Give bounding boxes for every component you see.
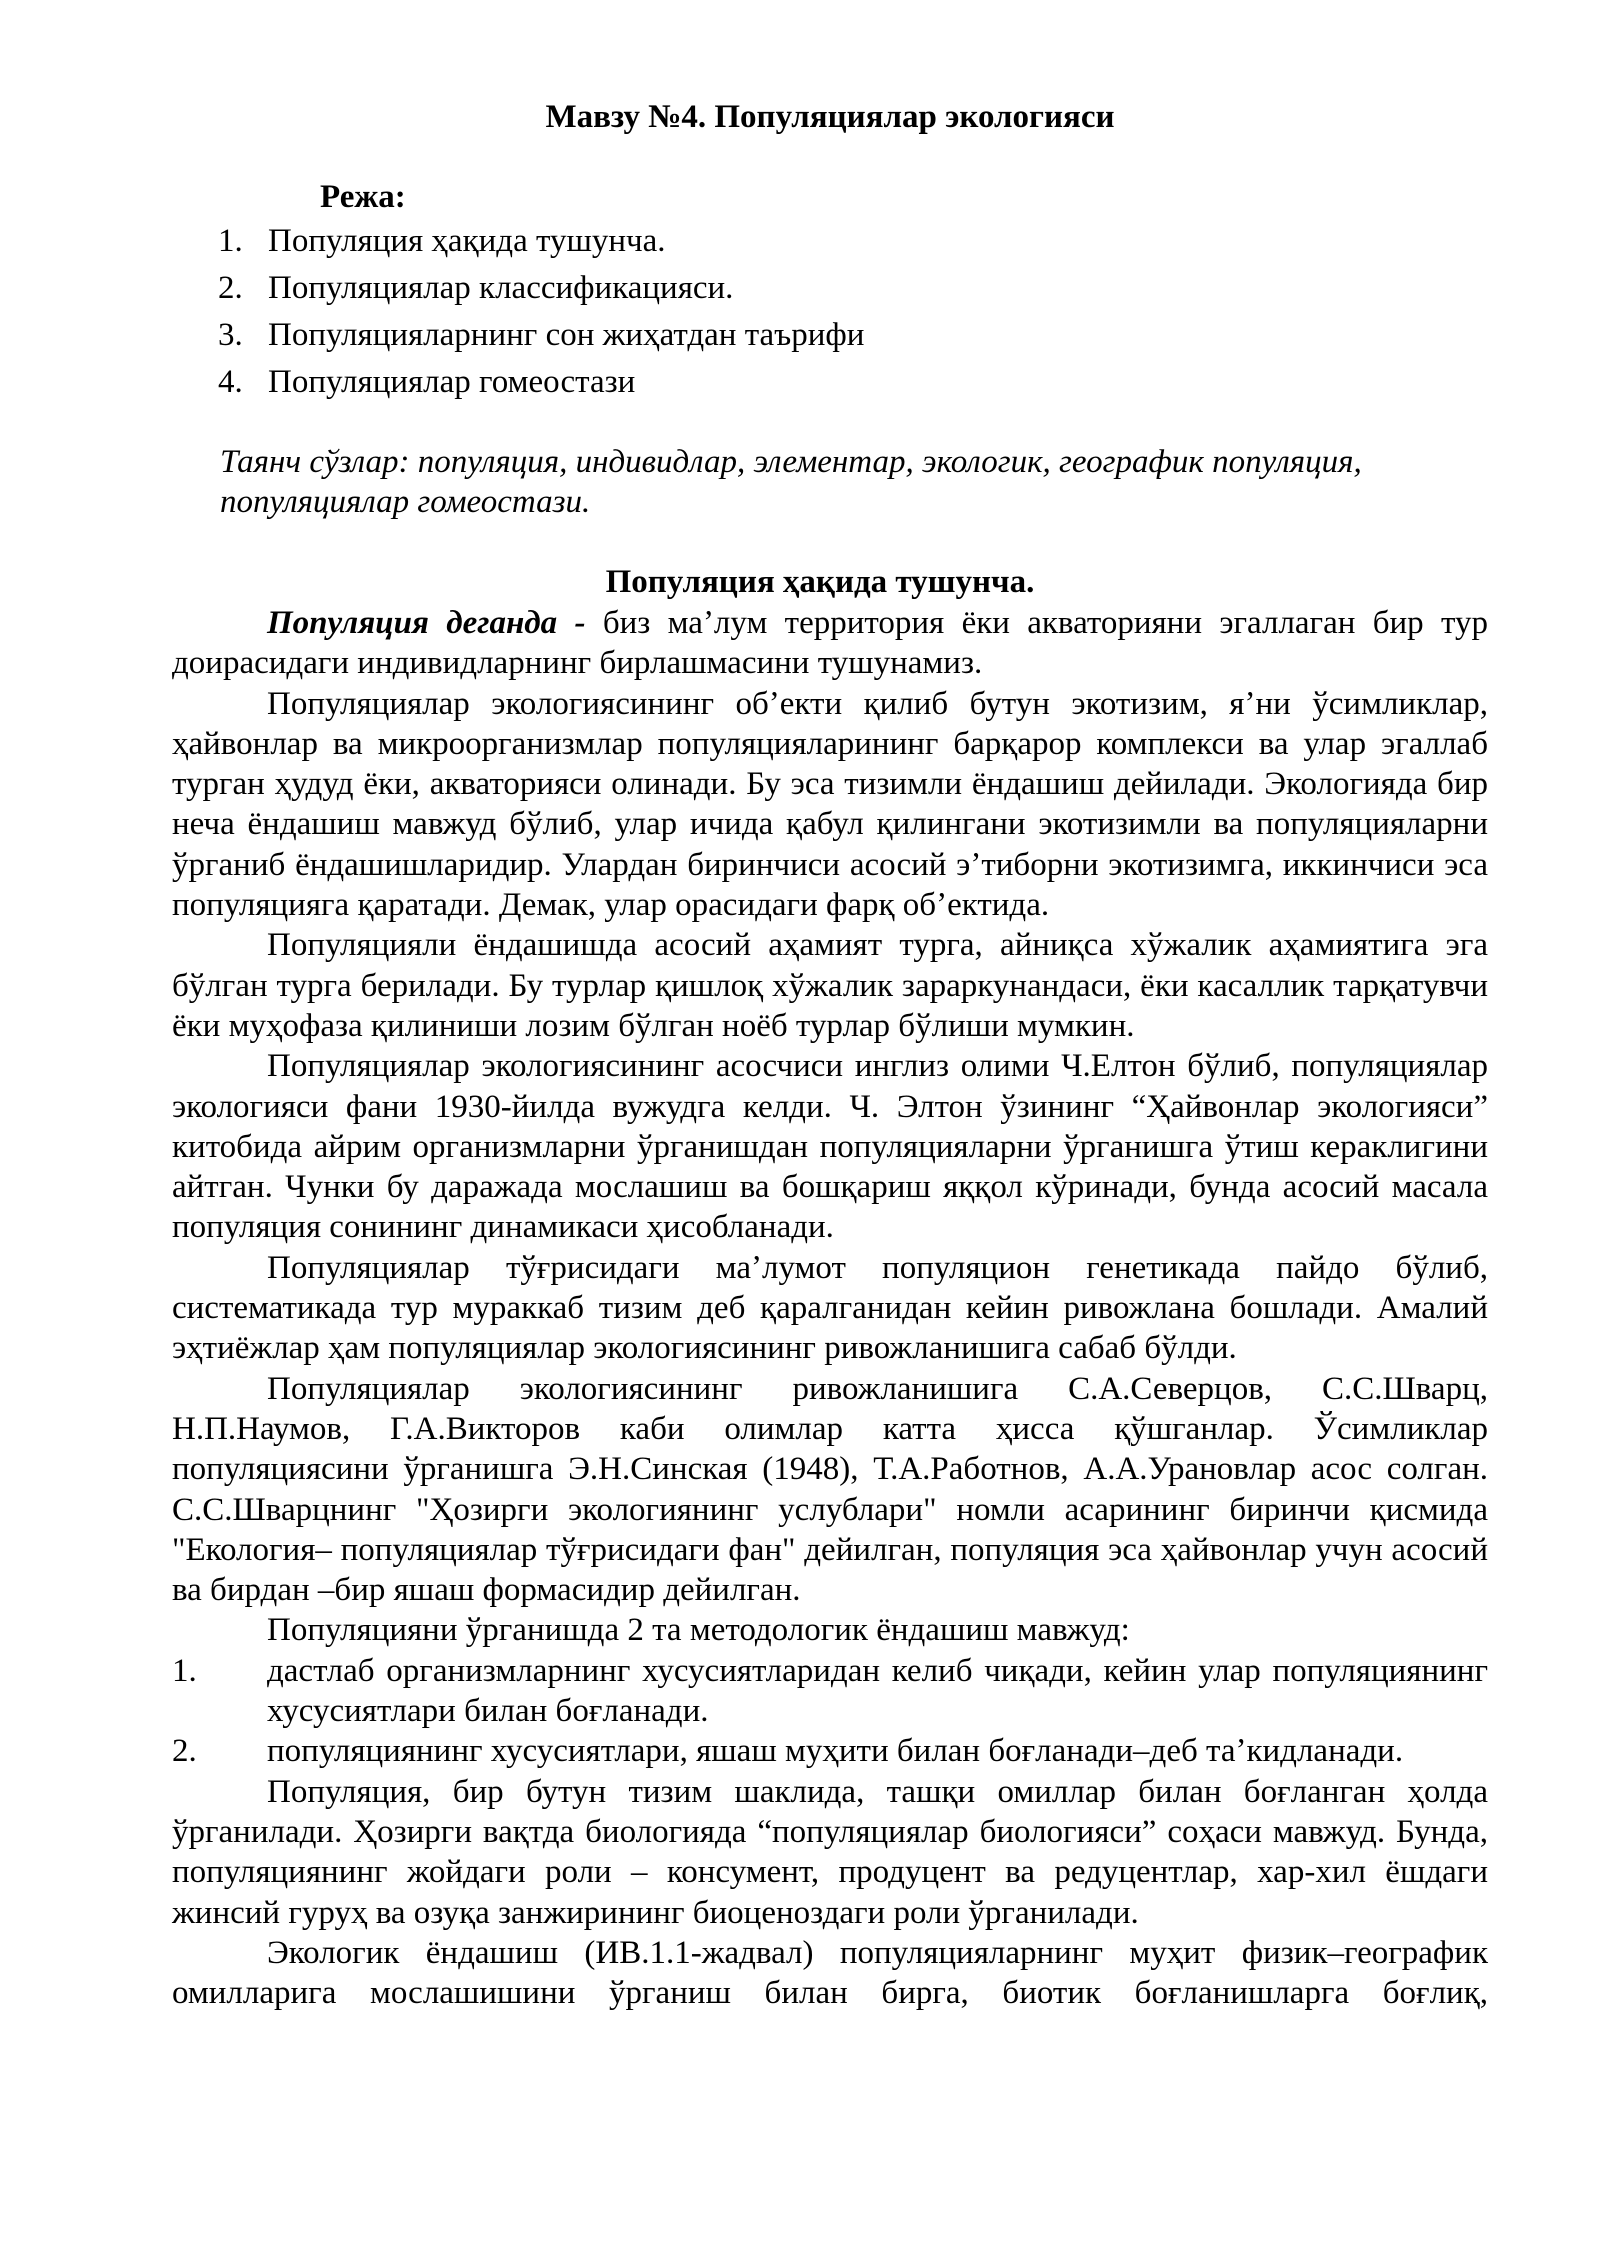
body-paragraph: Популяциялар экологиясининг обʼекти қилиб бутун экотизим, яʼни ўсимликлар, ҳайвонлар ва микроорганизмлар популяцияларининг барқарор комплекси ва улар эгаллаб турган ҳудуд ёки, акваторияси олинади. Бу эса тизимли ёндашиш дейилади. Экологияда бир неча ёндашиш мавжуд бўлиб, улар ичида қабул қилингани экотизимли ва популяцияларни ўрганиб ёндашишларидир. Улардан биринчиси асосий эʼтиборни экотизимга, иккинчиси эса популяцияга қаратади. Демак, улар орасидаги фарқ обʼектида. bbox=[172, 685, 1488, 924]
method-number: 2. bbox=[172, 1733, 197, 1770]
plan-heading: Режа: bbox=[320, 179, 406, 215]
plan-item bbox=[218, 218, 864, 265]
body-paragraph: Популяциялар экологиясининг асосчиси инглиз олими Ч.Елтон бўлиб, популяциялар экологияси фани 1930-йилда вужудга келди. Ч. Элтон ўзининг “Ҳайвонлар экологияси” китобида айрим организмларни ўрганишдан популяцияларни ўрганишга ўтиш кераклигини айтган. Чунки бу даражада мослашиш ва бошқариш яққол кўринади, бунда асосий масала популяция сонининг динамикаси ҳисобланади. bbox=[172, 1048, 1488, 1246]
body-paragraph: Популяциялар тўғрисидаги маʼлумот популяцион генетикада пайдо бўлиб, систематикада тур мураккаб тизим деб қаралганидан кейин ривожлана бошлади. Амалий эҳтиёжлар ҳам популяциялар экологиясининг ривожланишига сабаб бўлди. bbox=[172, 1249, 1488, 1367]
body-paragraph: Популяцияни ўрганишда 2 та методологик ёндашиш мавжуд: bbox=[267, 1612, 1130, 1649]
plan-item-text: Популяциялар классификацияси. bbox=[268, 270, 734, 306]
plan-item-number: 2. bbox=[218, 270, 243, 306]
plan-item-number: 4. bbox=[218, 364, 243, 400]
plan-item bbox=[218, 312, 864, 359]
definition-term: Популяция деганда - bbox=[267, 605, 586, 641]
definition-paragraph bbox=[172, 603, 1488, 684]
method-item bbox=[172, 1731, 1488, 1771]
plan-list bbox=[218, 218, 864, 406]
body-paragraph: Популяциялар экологиясининг ривожланишига С.А.Северцов, С.С.Шварц, Н.П.Наумов, Г.А.Викторов каби олимлар катта ҳисса қўшганлар. Ўсимликлар популяциясини ўрганишга Э.Н.Синская (1948), Т.А.Работнов, А.А.Урановлар асос солган. С.С.Шварцнинг "Ҳозирги экологиянинг услублари" номли асарининг биринчи қисмида "Екология– популяциялар тўғрисидаги фан" дейилган, популяция эса ҳайвонлар учун асосий ва бирдан –бир яшаш формасидир дейилган. bbox=[172, 1370, 1488, 1609]
document-title: Мавзу №4. Популяциялар экологияси bbox=[545, 99, 1115, 135]
body-paragraph: Экологик ёндашиш (ИВ.1.1-жадвал) популяцияларнинг муҳит физик–географик омилларига мослашишини ўрганиш билан бирга, биотик боғланишларга боғлиқ, bbox=[172, 1934, 1488, 2012]
plan-item-text: Популяцияларнинг сон жиҳатдан таърифи bbox=[268, 317, 865, 353]
body-paragraph: Популяцияли ёндашишда асосий аҳамият турга, айниқса хўжалик аҳамиятига эга бўлган турга берилади. Бу турлар қишлоқ хўжалик зараркунандаси, ёки касаллик тарқатувчи ёки муҳофаза қилиниши лозим бўлган ноёб турлар бўлиши мумкин. bbox=[172, 927, 1488, 1044]
plan-item bbox=[218, 265, 864, 312]
definition-text: биз маʼлум территория ёки акваторияни эгаллаган бир тур доирасидаги индивидларнинг бирлашмасини тушунамиз. bbox=[172, 605, 1488, 682]
body-paragraph: Популяция, бир бутун тизим шаклида, ташқи омиллар билан боғланган ҳолда ўрганилади. Ҳозирги вақтда биологияда “популяциялар биологияси” соҳаси мавжуд. Бунда, популяциянинг жойдаги роли – консумент, продуцент ва редуцентлар, хар-хил ёшдаги жинсий гуруҳ ва озуқа занжирининг биоценоздаги роли ўрганилади. bbox=[172, 1773, 1488, 1931]
keywords: Таянч сўзлар: популяция, индивидлар, элементар, экологик, географик популяция, популяциялар гомеостази. bbox=[220, 444, 1362, 520]
method-number: 1. bbox=[172, 1652, 197, 1689]
section-title: Популяция ҳақида тушунча. bbox=[605, 564, 1035, 600]
method-text: популяциянинг хусусиятлари, яшаш муҳити билан боғланади–деб таʼкидланади. bbox=[267, 1733, 1404, 1770]
plan-item-text: Популяциялар гомеостази bbox=[268, 364, 636, 400]
plan-item-number: 3. bbox=[218, 317, 243, 353]
method-item bbox=[172, 1651, 1488, 1732]
plan-item-number: 1. bbox=[218, 223, 243, 259]
document-body bbox=[172, 603, 1488, 2013]
plan-item-text: Популяция ҳақида тушунча. bbox=[268, 223, 666, 259]
method-text: дастлаб организмларнинг хусусиятларидан келиб чиқади, кейин улар популяциянинг хусусиятлари билан боғланади. bbox=[267, 1652, 1488, 1730]
plan-item bbox=[218, 359, 864, 406]
